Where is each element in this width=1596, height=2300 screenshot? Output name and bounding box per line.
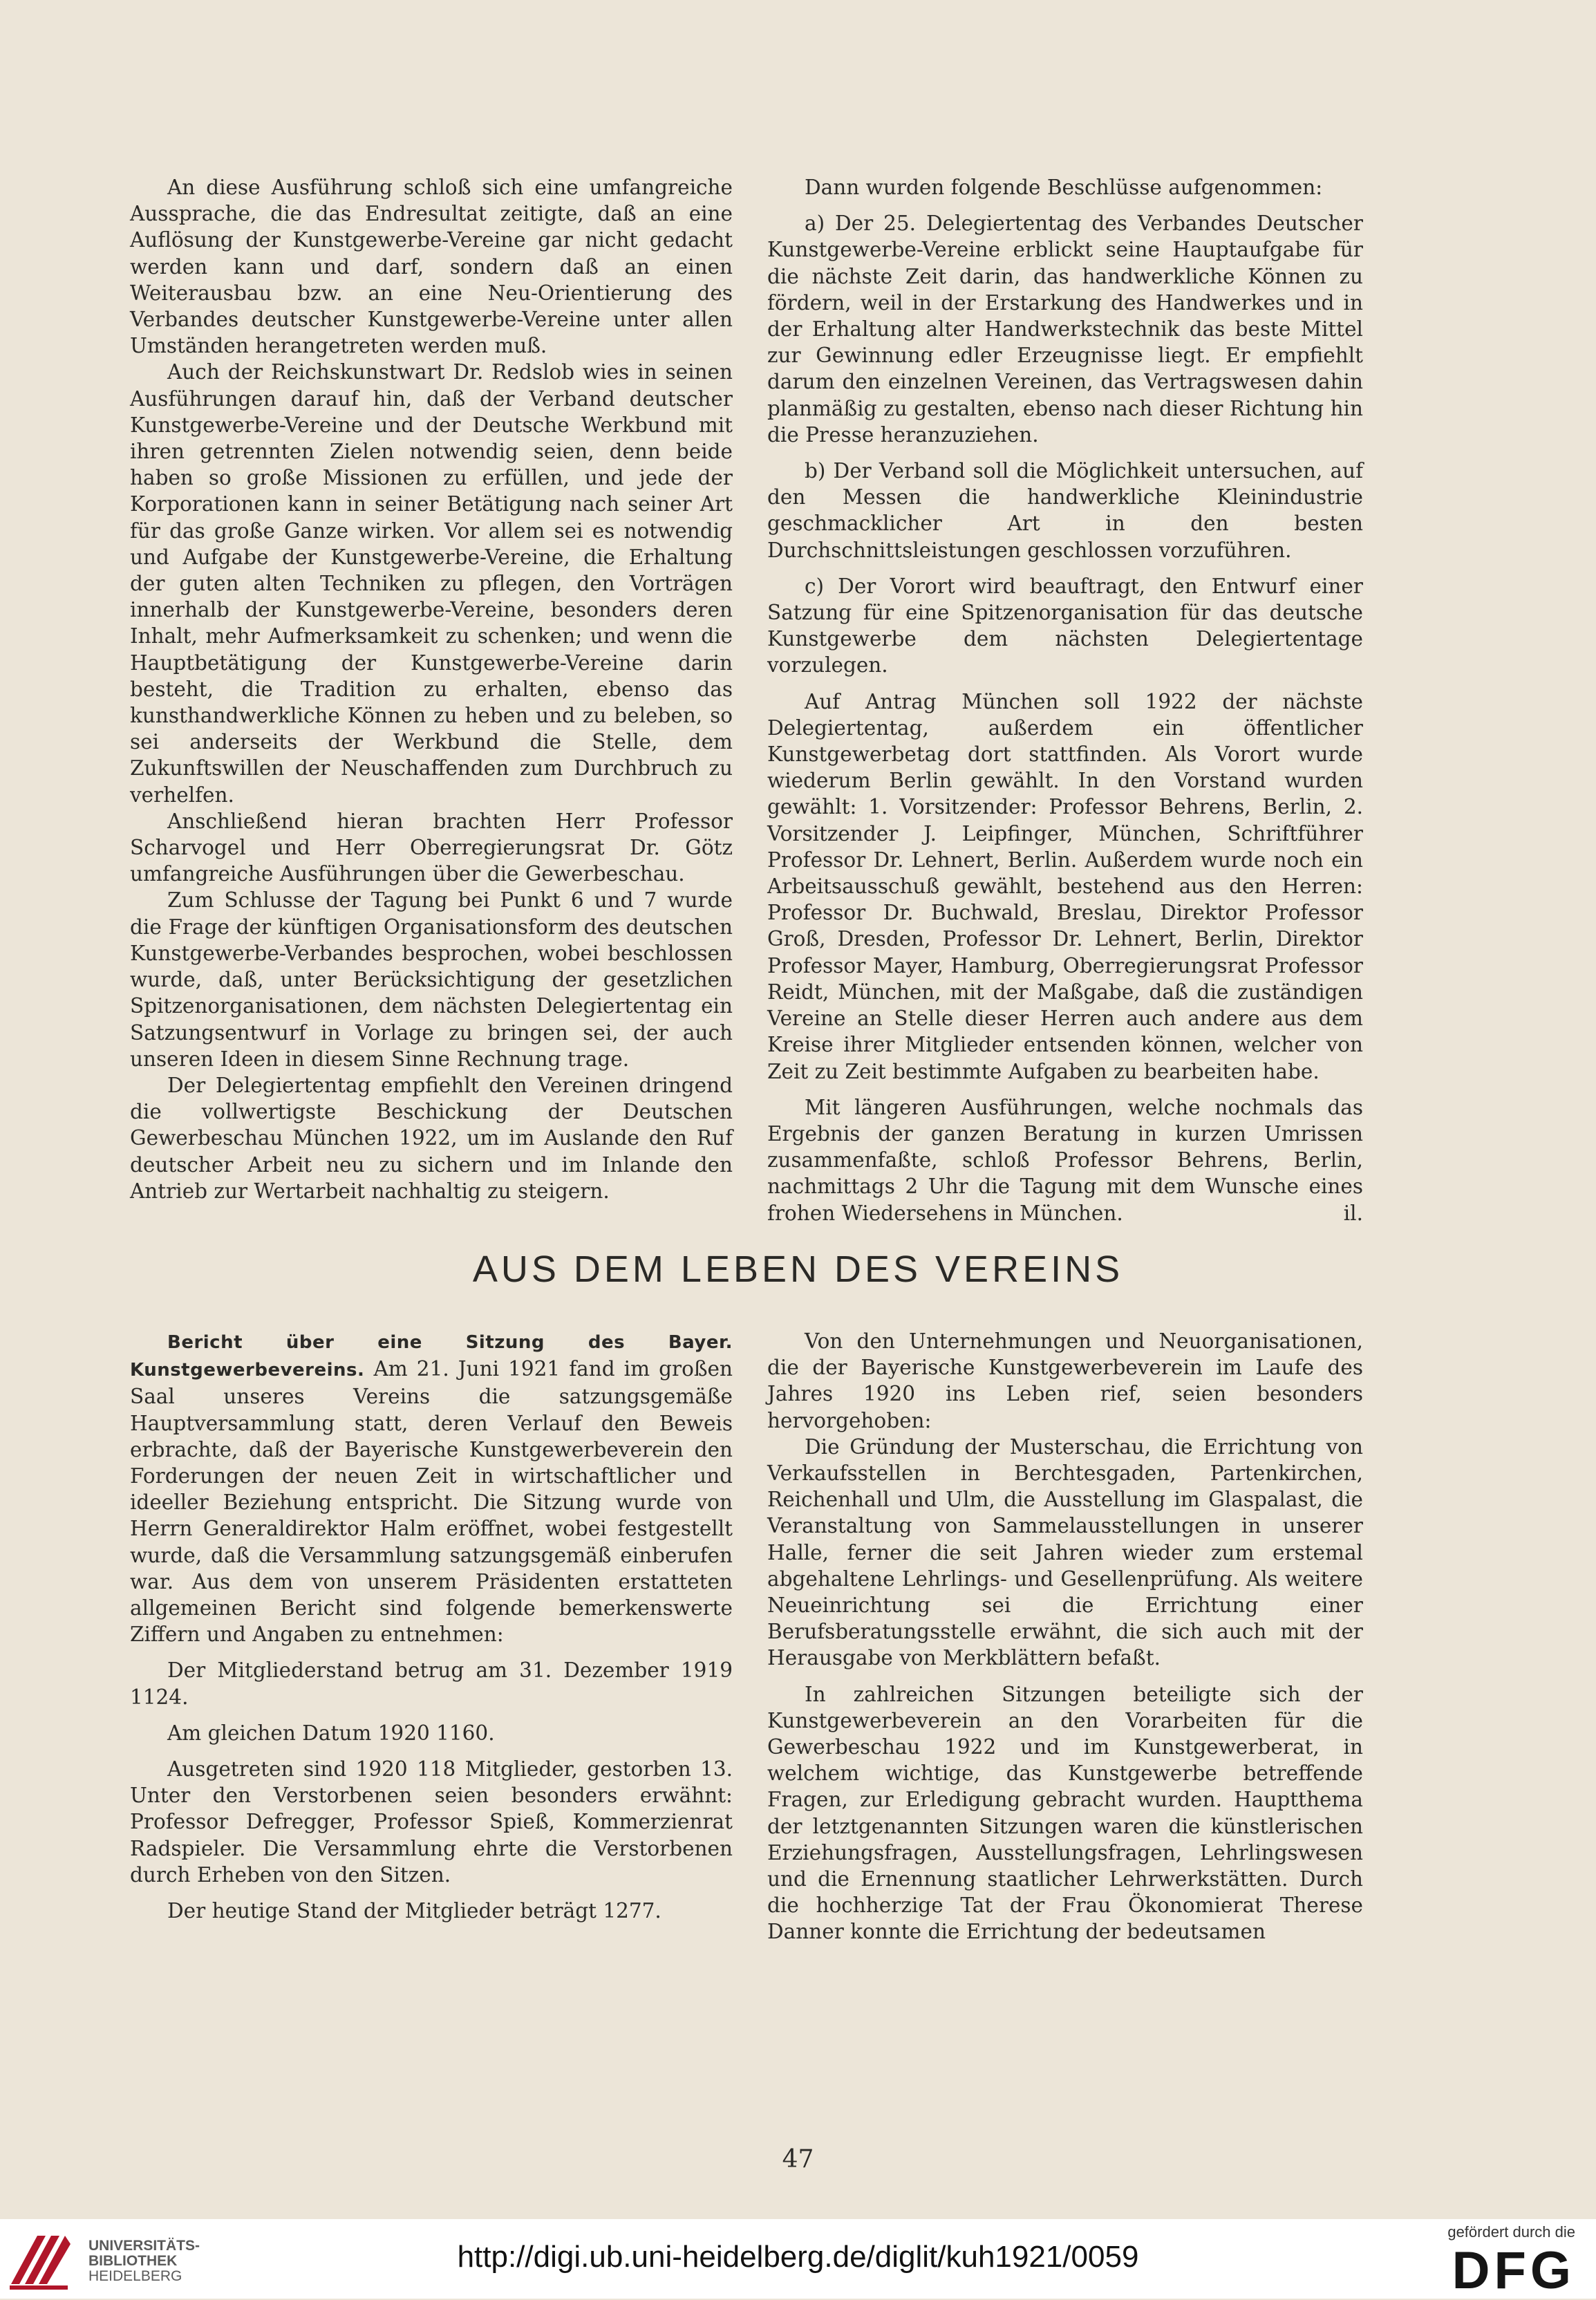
paragraph: An diese Ausführung schloß sich eine umfangreiche Aussprache, die das Endresultat zeitigte, daß an eine Auflösung der Kunstgewerbe-Vereine gar nicht gedacht werden kann und darf, sondern daß an einen Weiterausbau bzw. an eine Neu-Orientierung des Verbandes deutscher Kunstgewerbe-Vereine unter allen Umständen herangetreten werden muß. [130, 176, 733, 358]
section-heading: AUS DEM LEBEN DES VEREINS [472, 1249, 1124, 1290]
report-title: Bericht über eine Sitzung des Bayer. Kunstgewerbevereins. [130, 1332, 733, 1381]
paragraph-text: Am 21. Juni 1921 fand im großen Saal unseres Vereins die satzungsgemäße Hauptversammlung statt, deren Verlauf den Beweis erbrachte, daß der Bayerische Kunstgewerbeverein den Forderungen der neuen Zeit in wirtschaftlicher und ideeller Beziehung entspricht. Die Sitzung wurde von Herrn Generaldirektor Halm eröffnet, wobei festgestellt wurde, daß die Versammlung satzungsgemäß einberufen war. Aus dem von unserem Präsidenten erstatteten allgemeinen Bericht sind folgende bemerkenswerte Ziffern und Angaben zu entnehmen: [130, 1357, 733, 1647]
column-left-top [130, 174, 733, 1204]
source-url-link[interactable]: http://digi.ub.uni-heidelberg.de/diglit/kuh1921/0059 [457, 2240, 1139, 2274]
column-left-bottom [130, 1328, 733, 1924]
dfg-logo: DFG [1452, 2241, 1575, 2300]
paragraph: Ausgetreten sind 1920 118 Mitglieder, gestorben 13. Unter den Verstorbenen seien besonders erwähnt: Professor Defregger, Professor Spieß, Kommerzienrat Radspieler. Die Versammlung ehrte die Verstorbenen durch Erheben von den Sitzen. [130, 1757, 733, 1887]
paragraph: Der heutige Stand der Mitglieder beträgt 1277. [167, 1899, 661, 1923]
paragraph: Der Delegiertentag empfiehlt den Vereinen dringend die vollwertigste Beschickung der Deutschen Gewerbeschau München 1922, um im Auslande den Ruf deutscher Arbeit neu zu sichern und im Inlande den Antrieb zur Wertarbeit nachhaltig zu steigern. [130, 1073, 733, 1203]
signature: il. [1343, 1201, 1363, 1225]
paragraph: Zum Schlusse der Tagung bei Punkt 6 und 7 wurde die Frage der künftigen Organisationsform des deutschen Kunstgewerbe-Verbandes besprochen, wobei beschlossen wurde, daß, unter Berücksichtigung der gesetzlichen Spitzenorganisationen, dem nächsten Delegiertentag ein Satzungsentwurf in Vorlage zu bringen sei, der auch unseren Ideen in diesem Sinne Rechnung trage. [130, 888, 733, 1071]
paragraph: Dann wurden folgende Beschlüsse aufgenommen: [805, 176, 1323, 199]
page-number: 47 [782, 2145, 814, 2173]
footer-bar [0, 2219, 1596, 2299]
paragraph: Von den Unternehmungen und Neuorganisationen, die der Bayerische Kunstgewerbeverein im Laufe des Jahres 1920 ins Leben rief, seien besonders hervorgehoben: [767, 1329, 1363, 1432]
paragraph: In zahlreichen Sitzungen beteiligte sich der Kunstgewerbeverein an den Vorarbeiten für die Gewerbeschau 1922 und im Kunstgewerberat, in welchem wichtige, das Kunstgewerbe betreffende Fragen, zur Erledigung gebracht wurden. Hauptthema der letztgenannten Sitzungen waren die künstlerischen Erziehungsfragen, Ausstellungsfragen, Lehrlingswesen und die Ernennung staatlicher Lehrwerkstätten. Durch die hochherzige Tat der Frau Ökonomierat Therese Danner konnte die Errichtung der bedeutsamen [767, 1682, 1363, 1944]
paragraph-text: Mit längeren Ausführungen, welche nochmals das Ergebnis der ganzen Beratung in kurzen Umrissen zusammenfaßte, schloß Professor Behrens, Berlin, nachmittags 2 Uhr die Tagung mit dem Wunsche eines frohen Wiedersehens in München. [767, 1095, 1363, 1225]
institution-line: HEIDELBERG [88, 2268, 182, 2284]
institution-line: BIBLIOTHEK [88, 2253, 178, 2269]
paragraph [767, 1094, 1363, 1226]
paragraph: Auf Antrag München soll 1922 der nächste Delegiertentag, außerdem ein öffentlicher Kunstgewerbetag dort stattfinden. Als Vorort wurde wiederum Berlin gewählt. In den Vorstand wurden gewählt: 1. Vorsitzender: Professor Behrens, Berlin, 2. Vorsitzender J. Leipfinger, München, Schriftführer Professor Dr. Lehnert, Berlin. Außerdem wurde noch ein Arbeitsausschuß gewählt, bestehend aus den Herren: Professor Dr. Buchwald, Breslau, Direktor Professor Groß, Dresden, Professor Dr. Lehnert, Berlin, Direktor Professor Mayer, Hamburg, Oberregierungsrat Professor Reidt, München, mit der Maßgabe, daß die zuständigen Vereine an Stelle dieser Herren auch andere aus dem Kreise ihrer Mitglieder entsenden können, welcher von Zeit zu Zeit bestimmte Aufgaben zu bearbeiten habe. [767, 689, 1363, 1083]
sponsor-block [1447, 2223, 1575, 2298]
paragraph: Anschließend hieran brachten Herr Professor Scharvogel und Herr Oberregierungsrat Dr. Götz umfangreiche Ausführungen über die Gewerbeschau. [130, 809, 733, 886]
column-right-bottom [767, 1328, 1363, 1945]
paragraph [130, 1328, 733, 1647]
paragraph: Die Gründung der Musterschau, die Errichtung von Verkaufsstellen in Berchtesgaden, Partenkirchen, Reichenhall und Ulm, die Ausstellung im Glaspalast, die Veranstaltung von Sammelausstellungen in unserer Halle, ferner die seit Jahren wieder zum erstemal abgehaltene Lehrlings- und Gesellenprüfung. Als weitere Neueinrichtung sei die Errichtung einer Berufsberatungsstelle erwähnt, die sich auch mit der Herausgabe von Merkblättern befaßt. [767, 1434, 1363, 1670]
institution-line: UNIVERSITÄTS- [88, 2238, 200, 2254]
resolution-a: a) Der 25. Delegiertentag des Verbandes Deutscher Kunstgewerbe-Vereine erblickt seine Hauptaufgabe für die nächste Zeit darin, das handwerkliche Können zu fördern, weil in der Erstarkung des Handwerkes und in der Erhaltung alter Handwerkstechnik das beste Mittel zur Gewinnung edler Erzeugnisse liegt. Er empfiehlt darum den einzelnen Vereinen, das Vertragswesen dahin planmäßig zu gestalten, ebenso nach dieser Richtung hin die Presse heranzuziehen. [767, 212, 1363, 447]
sponsor-text: gefördert durch die [1447, 2223, 1575, 2241]
paragraph: Am gleichen Datum 1920 1160. [167, 1721, 495, 1745]
paragraph: Auch der Reichskunstwart Dr. Redslob wies in seinen Ausführungen darauf hin, daß der Verband deutscher Kunstgewerbe-Vereine und der Deutsche Werkbund mit ihren getrennten Zielen notwendig seien, denn beide haben so große Missionen zu erfüllen, und jede der Korporationen kann in seiner Betätigung nach seiner Art für das große Ganze wirken. Vor allem sei es notwendig und Aufgabe der Kunstgewerbe-Vereine, die Erhaltung der guten alten Techniken zu pflegen, den Vorträgen innerhalb der Kunstgewerbe-Vereine, besonders deren Inhalt, mehr Aufmerksamkeit zu schenken; und wenn die Hauptbetätigung der Kunstgewerbe-Vereine darin besteht, die Tradition zu erhalten, ebenso das kunsthandwerkliche Können zu heben und zu beleben, so sei anderseits der Werkbund die Stelle, dem Zukunftswillen der Neuschaffenden zum Durchbruch zu verhelfen. [130, 360, 733, 807]
column-right-top [767, 174, 1363, 1226]
resolution-b: b) Der Verband soll die Möglichkeit untersuchen, auf den Messen die handwerkliche Kleinindustrie geschmacklicher Art in den besten Durchschnittsleistungen geschlossen vorzuführen. [767, 459, 1363, 562]
paragraph: Der Mitgliederstand betrug am 31. Dezember 1919 1124. [130, 1658, 733, 1709]
resolution-c: c) Der Vorort wird beauftragt, den Entwurf einer Satzung für eine Spitzenorganisation für das deutsche Kunstgewerbe dem nächsten Delegiertentage vorzulegen. [767, 574, 1363, 677]
